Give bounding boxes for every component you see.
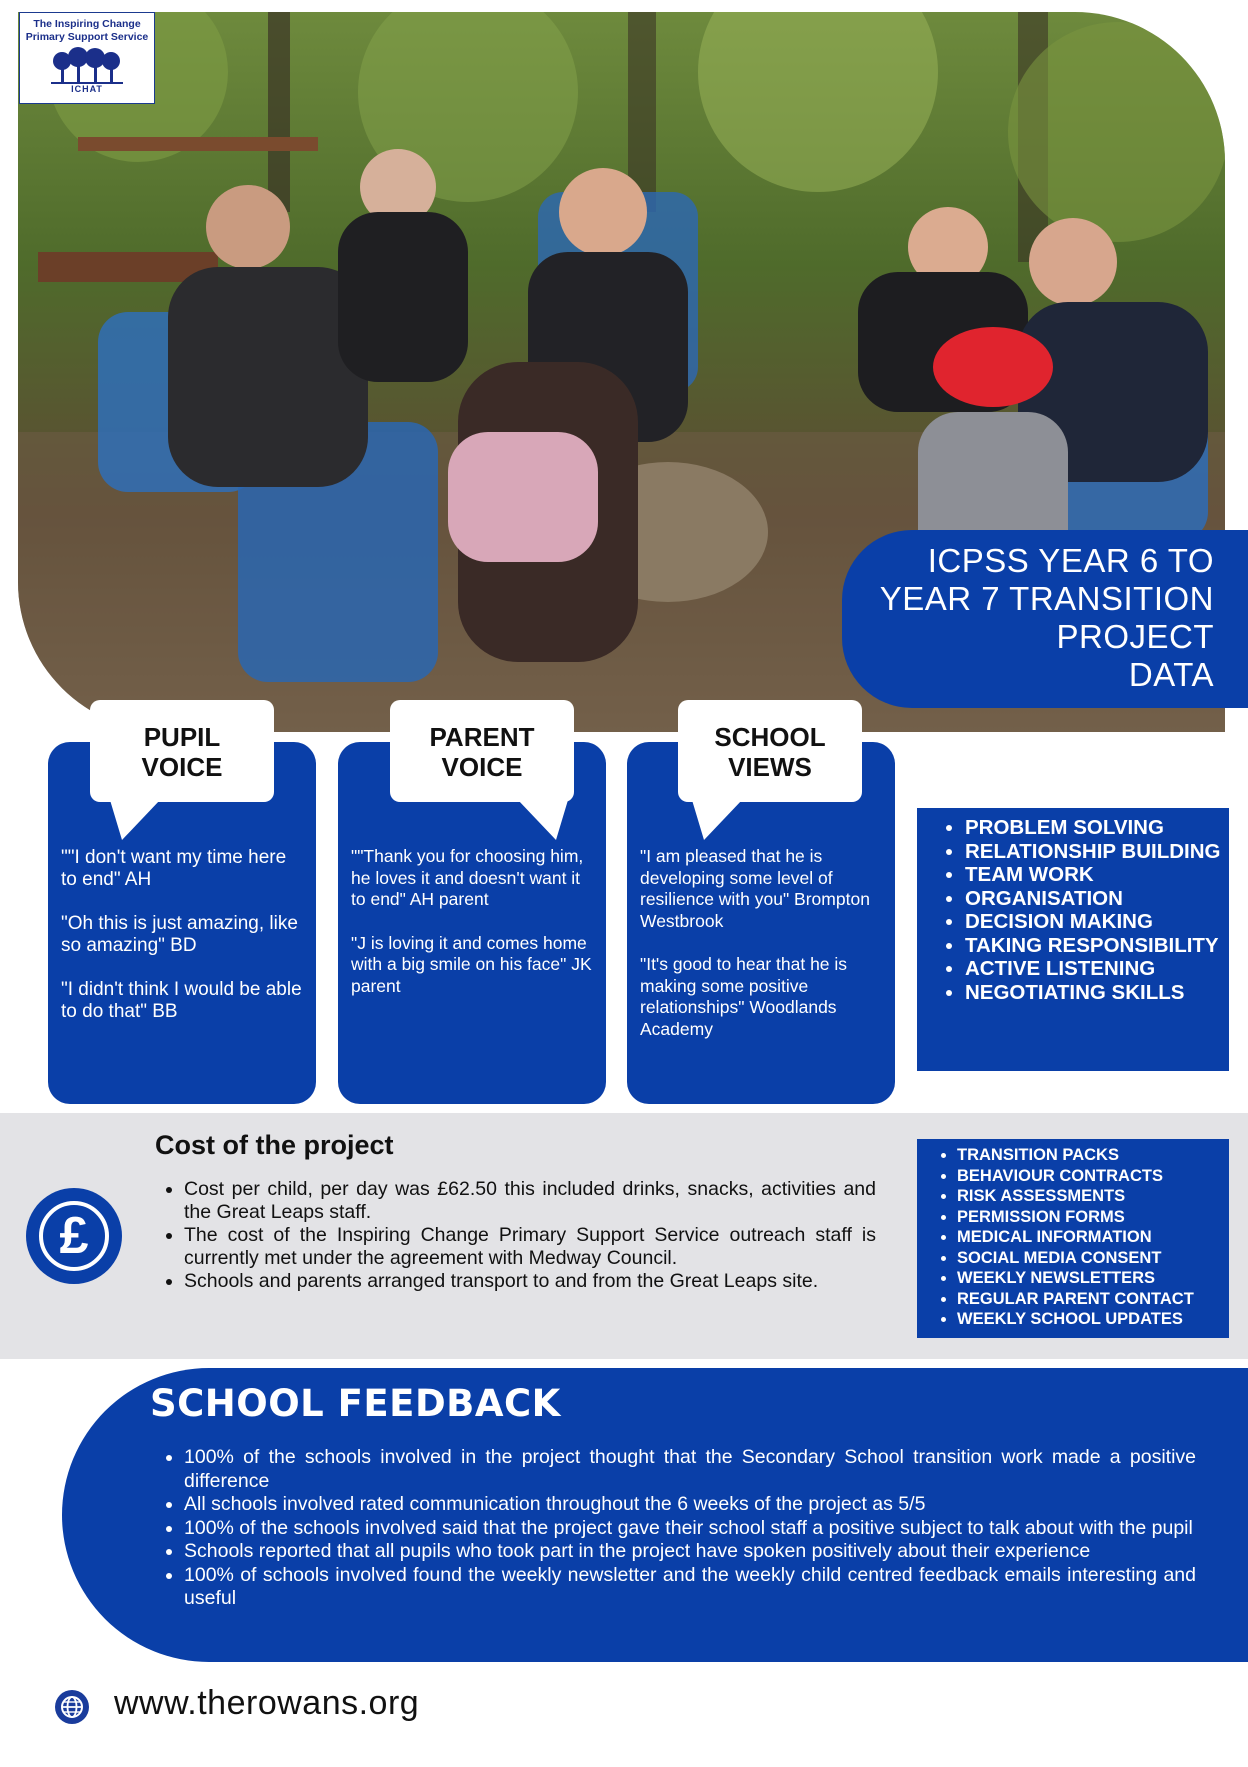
document-item: • WEEKLY SCHOOL UPDATES <box>957 1309 1229 1330</box>
skill-item: • TAKING RESPONSIBILITY <box>965 934 1229 958</box>
school-views-heading-line-2: VIEWS <box>728 752 812 782</box>
document-item: • WEEKLY NEWSLETTERS <box>957 1268 1229 1289</box>
parent-voice-heading <box>390 700 574 802</box>
feedback-item: • All schools involved rated communication throughout the 6 weeks of the project as 5/5 <box>184 1493 1196 1517</box>
logo-line-1: The Inspiring Change <box>33 18 141 30</box>
title-line-2: YEAR 7 TRANSITION <box>879 580 1214 617</box>
document-item: • RISK ASSESSMENTS <box>957 1186 1229 1207</box>
school-feedback-section <box>62 1368 1248 1662</box>
logo-line-2: Primary Support Service <box>25 31 149 43</box>
feedback-item: • 100% of the schools involved said that the project gave their school staff a positive subject to talk about with the pupil <box>184 1517 1196 1541</box>
parent-quote: ""Thank you for choosing him, he loves it and doesn't want it to end" AH parent <box>351 846 584 909</box>
skill-item: • TEAM WORK <box>965 863 1229 887</box>
cost-item: • The cost of the Inspiring Change Primary Support Service outreach staff is currently met under the agreement with Medway Council. <box>184 1224 876 1270</box>
cost-list <box>160 1178 876 1293</box>
pupil-quote: "I didn't think I would be able to do that" BB <box>61 979 302 1022</box>
speech-bubble-tail-icon <box>692 800 742 840</box>
document-item: • PERMISSION FORMS <box>957 1207 1229 1228</box>
cost-item: • Schools and parents arranged transport to and from the Great Leaps site. <box>184 1270 876 1293</box>
skill-item: • ORGANISATION <box>965 887 1229 911</box>
documents-list <box>917 1139 1229 1338</box>
skill-item: • RELATIONSHIP BUILDING <box>965 840 1229 864</box>
school-views-heading-line-1: SCHOOL <box>714 722 826 752</box>
document-item: • TRANSITION PACKS <box>957 1145 1229 1166</box>
pound-sign-icon: £ <box>26 1188 122 1284</box>
globe-icon <box>55 1690 89 1724</box>
project-title-box <box>842 530 1248 708</box>
pupil-voice-heading-line-1: PUPIL <box>143 722 221 752</box>
cost-item: • Cost per child, per day was £62.50 this included drinks, snacks, activities and the Great Leaps staff. <box>184 1178 876 1224</box>
pupil-voice-heading-line-2: VOICE <box>141 752 223 782</box>
speech-bubble-tail-icon <box>518 800 568 840</box>
parent-voice-heading-line-2: VOICE <box>441 752 523 782</box>
skill-item: • ACTIVE LISTENING <box>965 957 1229 981</box>
pupil-quote: "Oh this is just amazing, like so amazing" BD <box>61 913 298 956</box>
pupil-quote: ""I don't want my time here to end" AH <box>61 847 287 890</box>
skill-item: • NEGOTIATING SKILLS <box>965 981 1229 1005</box>
speech-bubble-tail-icon <box>110 800 160 840</box>
logo-brand: ICHAT <box>71 84 103 94</box>
document-item: • REGULAR PARENT CONTACT <box>957 1289 1229 1310</box>
ichat-logo <box>19 12 155 104</box>
title-line-4: DATA <box>1128 656 1214 693</box>
website-link[interactable]: www.therowans.org <box>114 1684 420 1722</box>
school-views-heading <box>678 700 862 802</box>
document-item: • SOCIAL MEDIA CONSENT <box>957 1248 1229 1269</box>
document-item: • BEHAVIOUR CONTRACTS <box>957 1166 1229 1187</box>
pupil-voice-heading <box>90 700 274 802</box>
feedback-item: • Schools reported that all pupils who took part in the project have spoken positively about their experience <box>184 1540 1196 1564</box>
title-line-3: PROJECT <box>1056 618 1214 655</box>
trees-icon <box>47 47 127 89</box>
school-quote: "It's good to hear that he is making some positive relationships" Woodlands Academy <box>640 954 848 1039</box>
feedback-item: • 100% of schools involved found the weekly newsletter and the weekly child centred feedback emails interesting and useful <box>184 1564 1196 1611</box>
parent-quote: "J is loving it and comes home with a big smile on his face" JK parent <box>351 932 592 996</box>
skills-list <box>917 808 1229 1071</box>
title-line-1: ICPSS YEAR 6 TO <box>927 542 1214 579</box>
school-quote: "I am pleased that he is developing some level of resilience with you" Brompton Westbrook <box>640 846 870 931</box>
skill-item: • PROBLEM SOLVING <box>965 816 1229 840</box>
parent-voice-heading-line-1: PARENT <box>429 722 535 752</box>
skill-item: • DECISION MAKING <box>965 910 1229 934</box>
cost-title: Cost of the project <box>155 1130 394 1160</box>
document-item: • MEDICAL INFORMATION <box>957 1227 1229 1248</box>
feedback-item: • 100% of the schools involved in the project thought that the Secondary School transition work made a positive difference <box>184 1446 1196 1493</box>
school-feedback-title: SCHOOL FEEDBACK <box>150 1382 561 1425</box>
